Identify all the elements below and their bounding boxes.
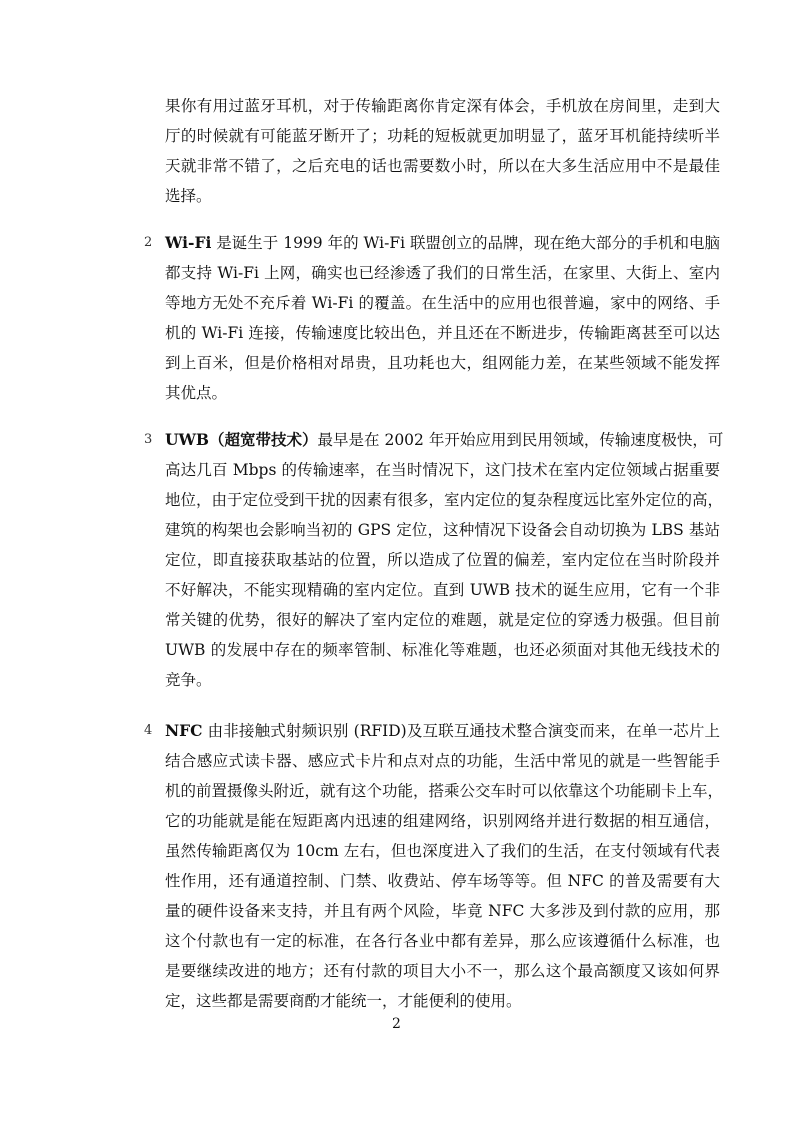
text-line: 机的 Wi-Fi 连接，传输速度比较出色，并且还在不断进步，传输距离甚至可以达 bbox=[165, 324, 720, 342]
text-line: 性作用，还有通道控制、门禁、收费站、停车场等等。但 NFC 的普及需要有大 bbox=[165, 872, 720, 890]
list-number: 3 bbox=[144, 432, 153, 447]
text-line: 是要继续改进的地方；还有付款的项目大小不一，那么这个最高额度又该如何界 bbox=[165, 962, 720, 980]
text-fragment: 是诞生于 1999 年的 Wi-Fi 联盟创立的品牌，现在绝大部分的手机和电脑 bbox=[211, 234, 721, 252]
text-line: 选择。 bbox=[165, 187, 212, 205]
list-item-wifi bbox=[165, 228, 720, 408]
text-line: 它的功能就是能在短距离内迅速的组建网络，识别网络并进行数据的相互通信， bbox=[165, 812, 720, 830]
text-line bbox=[165, 716, 720, 746]
text-line bbox=[165, 425, 724, 455]
text-line: 高达几百 Mbps 的传输速率，在当时情况下，这门技术在室内定位领域占据重要 bbox=[165, 461, 720, 479]
text-line: UWB 的发展中存在的频率管制、标准化等难题，也还必须面对其他无线技术的 bbox=[165, 641, 720, 659]
text-line: 常关键的优势，很好的解决了室内定位的难题，就是定位的穿透力极强。但目前 bbox=[165, 611, 720, 629]
text-fragment: 由非接触式射频识别 (RFID)及互联互通技术整合演变而来，在单一芯片上 bbox=[202, 722, 720, 740]
text-line: 机的前置摄像头附近，就有这个功能，搭乘公交车时可以依靠这个功能刷卡上车， bbox=[165, 782, 724, 800]
text-line: 不好解决，不能实现精确的室内定位。直到 UWB 技术的诞生应用，它有一个非 bbox=[165, 581, 720, 599]
text-line: 建筑的构架也会影响当初的 GPS 定位，这种情况下设备会自动切换为 LBS 基站 bbox=[165, 521, 720, 539]
text-line: 都支持 Wi-Fi 上网，确实也已经渗透了我们的日常生活，在家里、大街上、室内 bbox=[165, 264, 720, 282]
text-line: 厅的时候就有可能蓝牙断开了；功耗的短板就更加明显了，蓝牙耳机能持续听半 bbox=[165, 127, 720, 145]
text-line: 定，这些都是需要商酌才能统一，才能便利的使用。 bbox=[165, 992, 522, 1010]
text-fragment: 最早是在 2002 年开始应用到民用领域，传输速度极快，可 bbox=[317, 431, 724, 449]
text-line: 量的硬件设备来支持，并且有两个风险，毕竟 NFC 大多涉及到付款的应用，那 bbox=[165, 902, 720, 920]
page-number: 2 bbox=[392, 1016, 401, 1032]
text-line: 竞争。 bbox=[165, 671, 212, 689]
list-item-nfc bbox=[165, 716, 724, 1016]
list-number: 4 bbox=[144, 723, 153, 738]
text-line: 果你有用过蓝牙耳机，对于传输距离你肯定深有体会，手机放在房间里，走到大 bbox=[165, 97, 720, 115]
text-line: 到上百米，但是价格相对昂贵，且功耗也大，组网能力差，在某些领域不能发挥 bbox=[165, 354, 720, 372]
term-wifi: Wi-Fi bbox=[165, 233, 212, 252]
text-line bbox=[165, 228, 720, 258]
text-line: 结合感应式读卡器、感应式卡片和点对点的功能，生活中常见的就是一些智能手 bbox=[165, 752, 720, 770]
text-line: 天就非常不错了，之后充电的话也需要数小时，所以在大多生活应用中不是最佳 bbox=[165, 157, 720, 175]
text-line: 虽然传输距离仅为 10cm 左右，但也深度进入了我们的生活，在支付领域有代表 bbox=[165, 842, 720, 860]
text-line: 地位，由于定位受到干扰的因素有很多，室内定位的复杂程度远比室外定位的高， bbox=[165, 491, 724, 509]
paragraph-intro bbox=[165, 91, 720, 211]
term-uwb: UWB（超宽带技术） bbox=[165, 430, 318, 449]
term-nfc: NFC bbox=[165, 721, 203, 740]
text-line: 等地方无处不充斥着 Wi-Fi 的覆盖。在生活中的应用也很普遍，家中的网络、手 bbox=[165, 294, 720, 312]
list-item-uwb bbox=[165, 425, 724, 695]
text-line: 这个付款也有一定的标准，在各行各业中都有差异，那么应该遵循什么标准，也 bbox=[165, 932, 720, 950]
text-line: 定位，即直接获取基站的位置，所以造成了位置的偏差，室内定位在当时阶段并 bbox=[165, 551, 720, 569]
list-number: 2 bbox=[144, 235, 153, 250]
text-line: 其优点。 bbox=[165, 384, 228, 402]
